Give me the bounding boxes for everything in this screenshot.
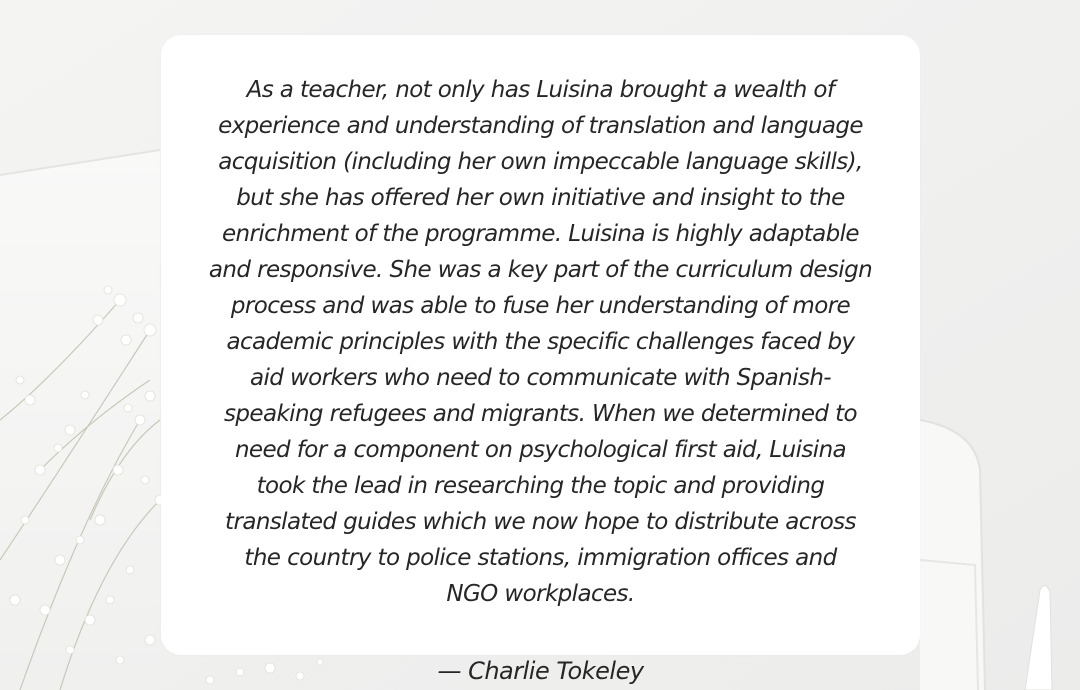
quote-line: took the lead in researching the topic and providing — [256, 473, 825, 499]
quote-line: academic principles with the specific challenges faced by — [226, 329, 855, 355]
quote-line: NGO workplaces. — [446, 581, 635, 607]
quote-line: but she has offered her own initiative and insight to the — [236, 185, 845, 211]
quote-line: aid workers who need to communicate with Spanish- — [249, 365, 832, 391]
quote-line: need for a component on psychological first aid, Luisina — [234, 437, 847, 463]
quote-line: process and was able to fuse her understanding of more — [230, 293, 851, 319]
quote-line: acquisition (including her own impeccable language skills), — [218, 149, 863, 175]
quote-line: and responsive. She was a key part of the curriculum design — [208, 257, 873, 283]
quote-line: speaking refugees and migrants. When we determined to — [224, 401, 857, 427]
testimonial-attribution: — Charlie Tokeley — [437, 657, 644, 685]
quote-line: translated guides which we now hope to distribute across — [225, 509, 856, 535]
quote-line: As a teacher, not only has Luisina brought a wealth of — [246, 77, 835, 103]
quote-line: the country to police stations, immigration offices and — [244, 545, 837, 571]
testimonial-quote — [181, 72, 900, 612]
quote-line: experience and understanding of translation and language — [218, 113, 863, 139]
quote-line: enrichment of the programme. Luisina is highly adaptable — [222, 221, 859, 247]
